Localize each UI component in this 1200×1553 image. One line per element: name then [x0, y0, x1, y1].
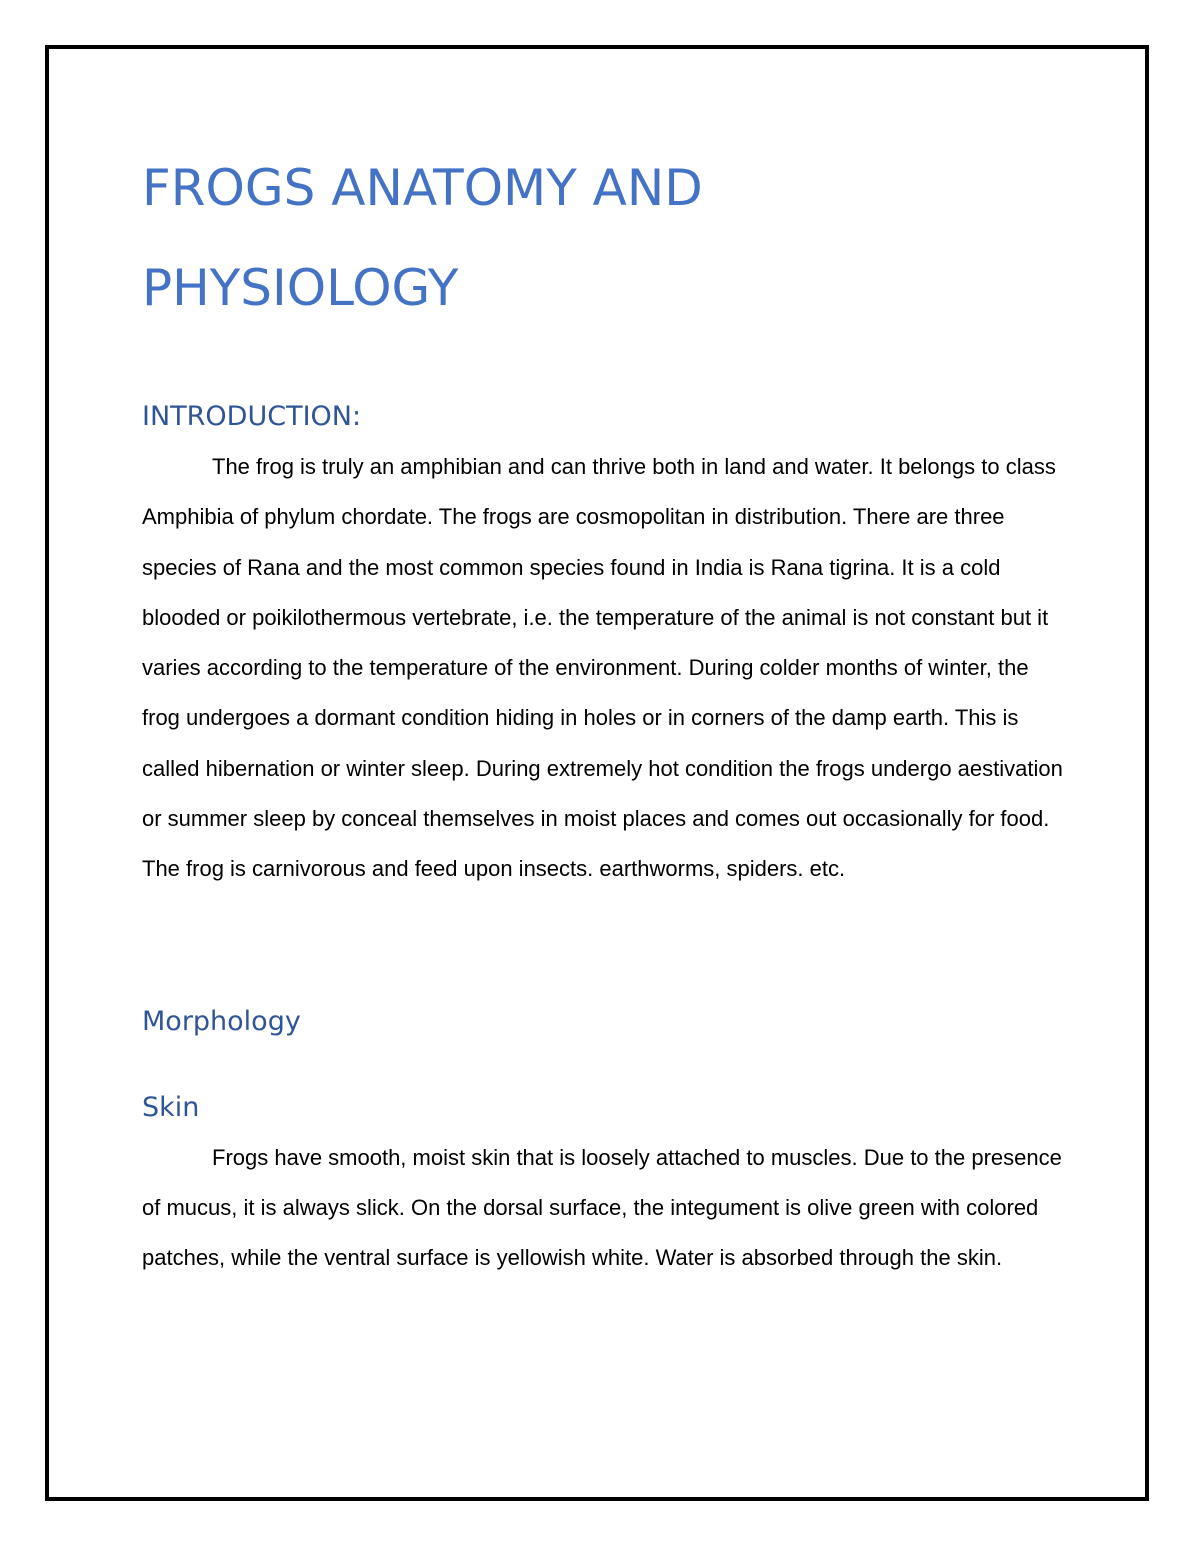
- introduction-heading: INTRODUCTION:: [142, 401, 362, 432]
- morphology-heading: Morphology: [142, 1005, 301, 1037]
- title-line-2: PHYSIOLOGY: [142, 259, 459, 317]
- skin-paragraph: Frogs have smooth, moist skin that is loosely attached to muscles. Due to the presence of mucus, it is always slick. On the dorsal surface, the integument is olive green with colored patches, while the ventral surface is yellowish white. Water is absorbed through the skin.: [142, 1144, 1062, 1271]
- title-line-1: FROGS ANATOMY AND: [142, 159, 703, 217]
- document-content: [142, 138, 1072, 1284]
- document-title: [142, 138, 1072, 338]
- skin-heading: Skin: [142, 1091, 200, 1123]
- introduction-paragraph: The frog is truly an amphibian and can thrive both in land and water. It belongs to class Amphibia of phylum chordate. The frogs are cosmopolitan in distribution. There are three species of Rana and the most common species found in India is Rana tigrina. It is a cold blooded or poikilothermous vertebrate, i.e. the temperature of the animal is not constant but it varies according to the temperature of the environment. During colder months of winter, the frog undergoes a dormant condition hiding in holes or in corners of the damp earth. This is called hibernation or winter sleep. During extremely hot condition the frogs undergo aestivation or summer sleep by conceal themselves in moist places and comes out occasionally for food. The frog is carnivorous and feed upon insects. earthworms, spiders. etc.: [142, 454, 1063, 882]
